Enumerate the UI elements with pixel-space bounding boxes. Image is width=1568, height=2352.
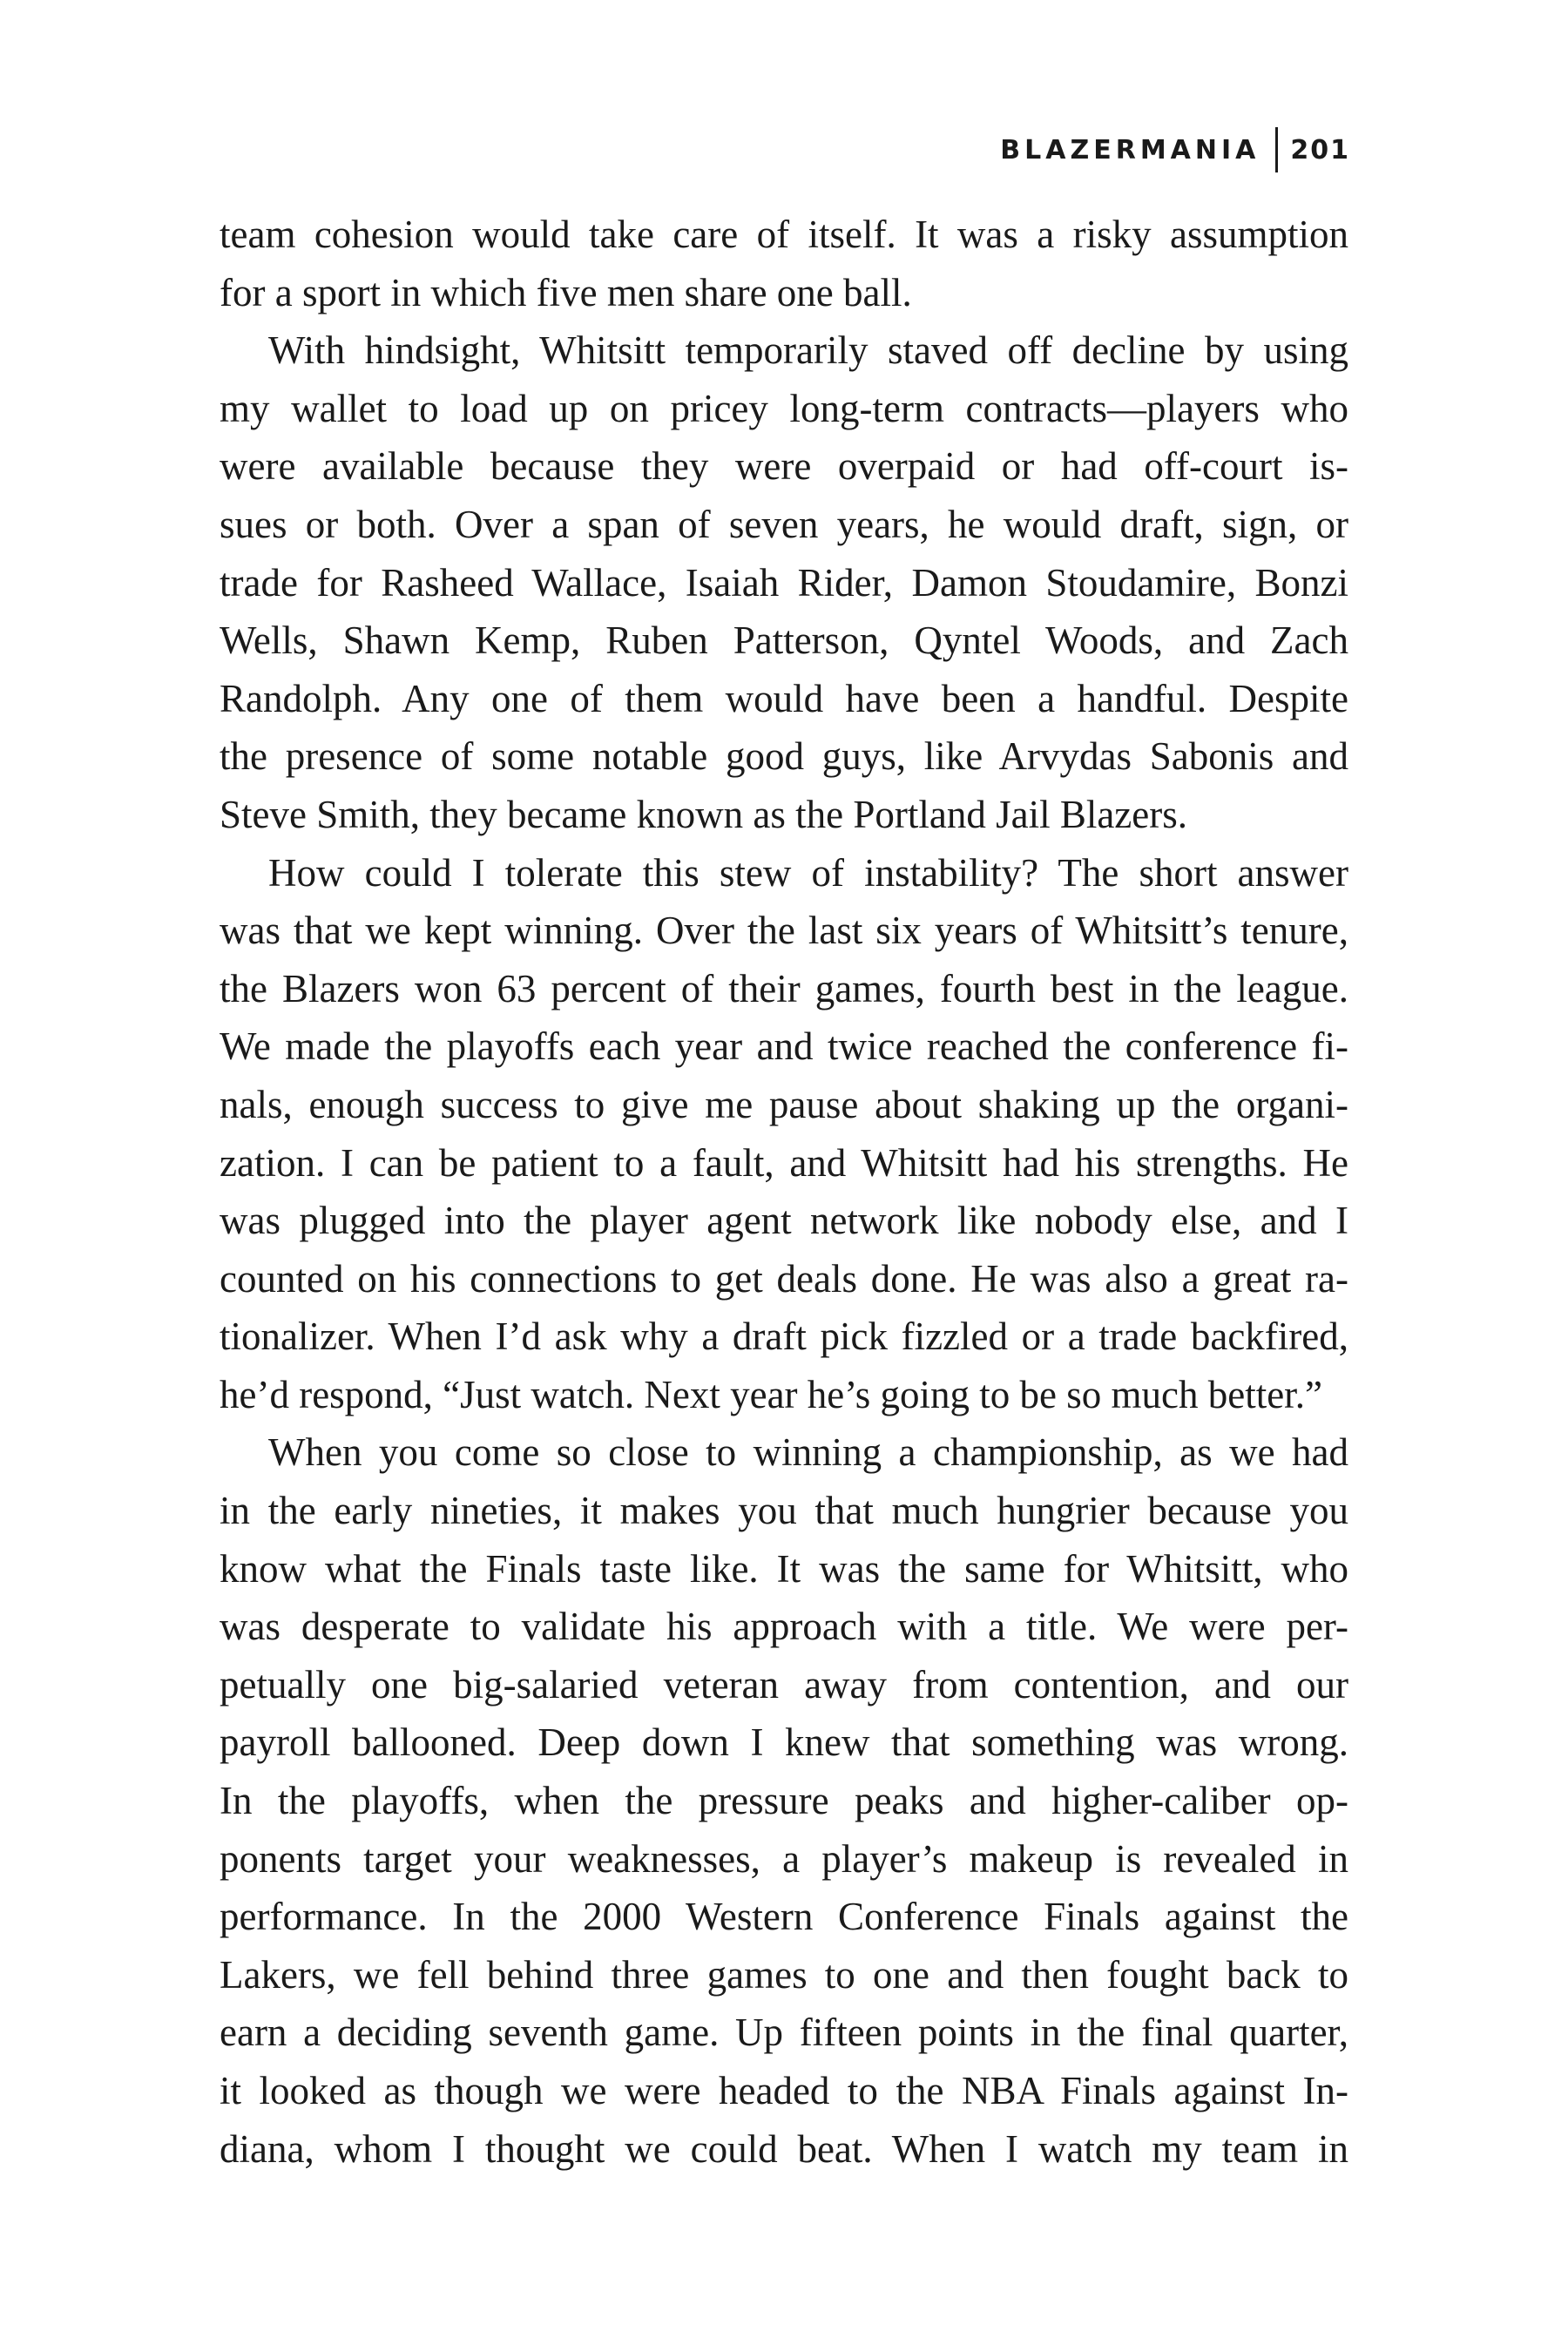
text-line: zation. I can be patient to a fault, and Whitsitt had his strengths. He: [220, 1140, 1348, 1185]
text-line: How could I tolerate this stew of instability? The short answer: [268, 850, 1348, 895]
text-line: know what the Finals taste like. It was the same for Whitsitt, who: [220, 1546, 1348, 1591]
text-line: it looked as though we were headed to the NBA Finals against In-: [220, 2069, 1348, 2112]
text-line: my wallet to load up on pricey long-term contracts—players who: [220, 386, 1348, 430]
text-line: We made the playoffs each year and twice reached the conference fi-: [220, 1024, 1348, 1069]
text-line: was desperate to validate his approach with a title. We were per-: [220, 1605, 1348, 1649]
text-line: he’d respond, “Just watch. Next year he’s going to be so much better.”: [220, 1372, 1322, 1416]
body-text: [220, 206, 1348, 2178]
running-head: [1000, 127, 1350, 172]
text-line: trade for Rasheed Wallace, Isaiah Rider, Damon Stoudamire, Bonzi: [220, 560, 1348, 605]
text-line: payroll ballooned. Deep down I knew that something was wrong.: [220, 1720, 1348, 1765]
text-line: ponents target your weaknesses, a player’s makeup is revealed in: [220, 1836, 1348, 1881]
text-line: Randolph. Any one of them would have been a handful. Despite: [220, 676, 1348, 720]
text-line: Wells, Shawn Kemp, Ruben Patterson, Qyntel Woods, and Zach: [220, 618, 1348, 663]
text-line: When you come so close to winning a championship, as we had: [268, 1430, 1348, 1475]
text-line: tionalizer. When I’d ask why a draft pick fizzled or a trade backfired,: [220, 1315, 1348, 1359]
text-line: earn a deciding seventh game. Up fifteen points in the final quarter,: [220, 2011, 1348, 2055]
text-line: was that we kept winning. Over the last six years of Whitsitt’s tenure,: [220, 909, 1348, 953]
text-line: the presence of some notable good guys, like Arvydas Sabonis and: [220, 734, 1348, 779]
text-line: performance. In the 2000 Western Conference Finals against the: [220, 1895, 1348, 1939]
text-line: the Blazers won 63 percent of their games, fourth best in the league.: [220, 966, 1348, 1010]
text-line: counted on his connections to get deals done. He was also a great ra-: [220, 1256, 1348, 1301]
text-line: team cohesion would take care of itself. It was a risky assumption: [220, 213, 1348, 256]
text-line: was plugged into the player agent network like nobody else, and I: [220, 1199, 1348, 1243]
header-divider: [1275, 127, 1278, 172]
text-line: Steve Smith, they became known as the Portland Jail Blazers.: [220, 792, 1188, 836]
text-line: diana, whom I thought we could beat. When I watch my team in: [220, 2126, 1348, 2171]
text-line: in the early nineties, it makes you that much hungrier because you: [220, 1489, 1348, 1533]
text-line: sues or both. Over a span of seven years, he would draft, sign, or: [220, 502, 1348, 546]
text-line: Lakers, we fell behind three games to one and then fought back to: [220, 1952, 1348, 1997]
text-line: In the playoffs, when the pressure peaks and higher-caliber op-: [220, 1779, 1348, 1823]
text-line: were available because they were overpaid or had off-court is-: [220, 444, 1348, 489]
page-number: 201: [1290, 134, 1350, 166]
text-line: for a sport in which five men share one ball.: [220, 270, 912, 314]
section-title: BLAZERMANIA: [1000, 134, 1260, 166]
text-line: With hindsight, Whitsitt temporarily staved off decline by using: [268, 328, 1348, 373]
text-line: petually one big-salaried veteran away from contention, and our: [220, 1662, 1348, 1707]
text-line: nals, enough success to give me pause about shaking up the organi-: [220, 1082, 1348, 1126]
